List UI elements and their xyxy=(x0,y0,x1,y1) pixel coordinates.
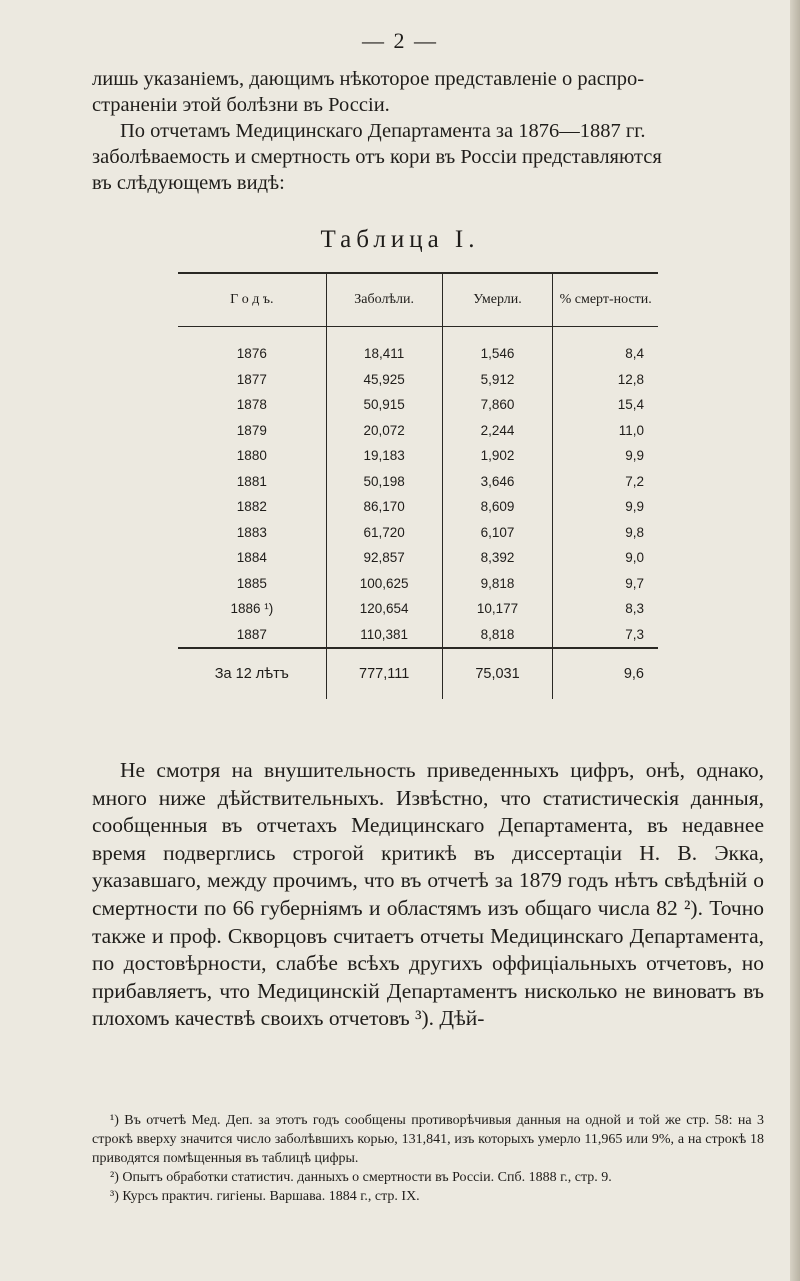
table-total-row xyxy=(178,648,658,699)
cell-pct: 8,4 xyxy=(553,327,658,367)
cell-year: 1880 xyxy=(236,448,267,464)
table-row xyxy=(178,392,658,418)
header-year: Г о д ъ. xyxy=(178,273,326,327)
table-row xyxy=(178,571,658,597)
table-row xyxy=(178,622,658,649)
cell-pct: 9,9 xyxy=(553,494,658,520)
table-row xyxy=(178,520,658,546)
cell-died: 5,912 xyxy=(442,367,553,393)
cell-sick: 110,381 xyxy=(326,622,442,649)
cell-year: 1886 ¹) xyxy=(230,601,274,617)
cell-died: 9,818 xyxy=(442,571,553,597)
footnotes xyxy=(92,1111,764,1206)
cell-pct: 12,8 xyxy=(553,367,658,393)
cell-year: 1877 xyxy=(236,371,267,387)
cell-pct: 9,0 xyxy=(553,545,658,571)
cell-pct: 7,3 xyxy=(553,622,658,649)
cell-pct: 8,3 xyxy=(553,596,658,622)
cell-sick: 19,183 xyxy=(326,443,442,469)
footnote-2: ²) Опытъ обработки статистич. данныхъ о смертности въ Россіи. Спб. 1888 г., стр. 9. xyxy=(110,1170,612,1185)
total-pct: 9,6 xyxy=(553,648,658,699)
cell-died: 1,546 xyxy=(442,327,553,367)
cell-sick: 92,857 xyxy=(326,545,442,571)
intro-line: въ слѣдующемъ видѣ: xyxy=(92,172,285,194)
header-mortality: % смерт-ности. xyxy=(553,273,658,327)
table-row xyxy=(178,327,658,367)
cell-died: 1,902 xyxy=(442,443,553,469)
table-row xyxy=(178,494,658,520)
cell-died: 2,244 xyxy=(442,418,553,444)
table-row xyxy=(178,367,658,393)
cell-died: 8,609 xyxy=(442,494,553,520)
cell-sick: 50,915 xyxy=(326,392,442,418)
header-sick: Заболѣли. xyxy=(326,273,442,327)
cell-year: 1887 xyxy=(236,626,267,642)
cell-pct: 9,9 xyxy=(553,443,658,469)
cell-pct: 9,8 xyxy=(553,520,658,546)
cell-sick: 20,072 xyxy=(326,418,442,444)
total-died: 75,031 xyxy=(442,648,553,699)
cell-sick: 18,411 xyxy=(326,327,442,367)
measles-statistics-table xyxy=(178,272,658,699)
cell-pct: 9,7 xyxy=(553,571,658,597)
intro-line: По отчетамъ Медицинскаго Департамента за 1876—1887 гг. xyxy=(120,120,646,142)
body-paragraph xyxy=(92,757,764,1033)
cell-year: 1883 xyxy=(236,524,267,540)
table-title: Таблица I. xyxy=(320,226,480,253)
cell-year: 1885 xyxy=(236,575,267,591)
cell-died: 6,107 xyxy=(442,520,553,546)
cell-year: 1881 xyxy=(236,473,267,489)
intro-line: лишь указаніемъ, дающимъ нѣкоторое представленіе о распро- xyxy=(92,68,645,90)
cell-pct: 7,2 xyxy=(553,469,658,495)
body-text: Не смотря на внушительность приведенныхъ цифръ, онѣ, однако, много ниже дѣйствительныхъ. Извѣстно, что статистическія данныя, сообщенныя въ отчетахъ Медицинскаго Департамента, въ недавнее время подверглись строгой критикѣ въ диссертаціи Н. В. Экка, указавшаго, между прочимъ, что въ отчетѣ за 1879 годъ нѣтъ свѣдѣній о смертности по 66 губерніямъ и областямъ изъ общаго числа 82 ²). Точно также и проф. Скворцовъ считаетъ отчеты Медицинскаго Департамента, по достовѣрности, слабѣе всѣхъ другихъ оффиціальныхъ отчетовъ, но прибавляетъ, что Медицинскій Департаментъ нисколько не виноватъ въ плохомъ качествѣ своихъ отчетовъ ³). Дѣй- xyxy=(92,758,764,1031)
cell-sick: 86,170 xyxy=(326,494,442,520)
intro-line: страненіи этой болѣзни въ Россіи. xyxy=(92,94,390,116)
cell-died: 10,177 xyxy=(442,596,553,622)
cell-sick: 120,654 xyxy=(326,596,442,622)
cell-died: 8,392 xyxy=(442,545,553,571)
page-number: — 2 — xyxy=(362,28,438,53)
cell-pct: 15,4 xyxy=(553,392,658,418)
intro-paragraph xyxy=(92,66,762,196)
footnote-3: ³) Курсъ практич. гигіены. Варшава. 1884 г., стр. IX. xyxy=(110,1189,420,1204)
cell-sick: 50,198 xyxy=(326,469,442,495)
cell-died: 7,860 xyxy=(442,392,553,418)
cell-year: 1884 xyxy=(236,550,267,566)
cell-year: 1876 xyxy=(236,346,267,362)
total-label: За 12 лѣтъ xyxy=(178,648,326,699)
cell-died: 3,646 xyxy=(442,469,553,495)
intro-line: заболѣваемость и смертность отъ кори въ Россіи представляются xyxy=(92,146,662,168)
cell-year: 1879 xyxy=(236,422,267,438)
table-row xyxy=(178,443,658,469)
table-row xyxy=(178,596,658,622)
cell-year: 1882 xyxy=(236,499,267,515)
total-sick: 777,111 xyxy=(326,648,442,699)
cell-sick: 61,720 xyxy=(326,520,442,546)
cell-died: 8,818 xyxy=(442,622,553,649)
table-header-row xyxy=(178,273,658,327)
footnote-1: ¹) Въ отчетѣ Мед. Деп. за этотъ годъ сообщены противорѣчивыя данныя на одной и той же стр. 58: на 3 строкѣ вверху значится число заболѣвшихъ корью, 131,841, изъ которыхъ умерло 11,965 или 9%, а на строкѣ 18 приводятся помѣщенныя въ таблицѣ цифры. xyxy=(92,1113,764,1166)
cell-sick: 100,625 xyxy=(326,571,442,597)
cell-sick: 45,925 xyxy=(326,367,442,393)
cell-year: 1878 xyxy=(236,397,267,413)
header-died: Умерли. xyxy=(442,273,553,327)
page-edge xyxy=(790,0,800,1281)
table-row xyxy=(178,469,658,495)
table-row xyxy=(178,545,658,571)
cell-pct: 11,0 xyxy=(553,418,658,444)
table-row xyxy=(178,418,658,444)
